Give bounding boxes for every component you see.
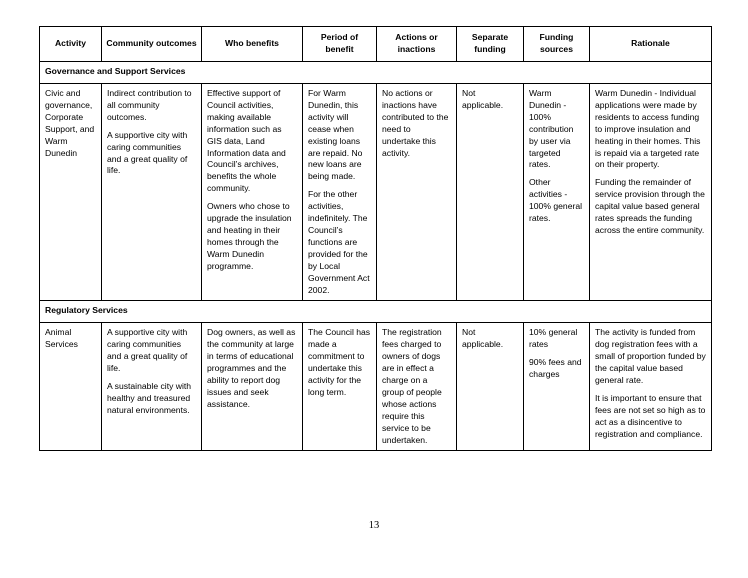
cell-funding-sources (524, 323, 590, 451)
header-funding-sources: Funding sources (524, 27, 590, 62)
cell-paragraph: A sustainable city with healthy and treasured natural environments. (107, 381, 192, 415)
cell-funding-sources (524, 84, 590, 301)
cell-paragraph: The activity is funded from dog registration fees with a small of proportion funded by the capital value based general rate. (595, 327, 706, 386)
header-community-outcomes: Community outcomes (102, 27, 202, 62)
cell-community-outcomes (102, 323, 202, 451)
cell-who-benefits (202, 323, 303, 451)
header-rationale: Rationale (590, 27, 712, 62)
cell-activity (40, 84, 102, 301)
section-title: Regulatory Services (40, 301, 712, 323)
header-period-of-benefit: Period of benefit (303, 27, 377, 62)
page-number: 13 (368, 520, 380, 531)
header-actions-or-inactions: Actions or inactions (377, 27, 457, 62)
cell-paragraph: The registration fees charged to owners of dogs are in effect a charge on a group of people whose actions require this service to be undertaken. (382, 327, 442, 445)
section-title: Governance and Support Services (40, 62, 712, 84)
cell-paragraph: 90% fees and charges (529, 357, 582, 380)
cell-separate-funding (457, 84, 524, 301)
header-activity: Activity (40, 27, 102, 62)
cell-rationale (590, 84, 712, 301)
cell-actions-or-inactions (377, 84, 457, 301)
cell-paragraph: Not applicable. (462, 327, 504, 350)
cell-period-of-benefit (303, 84, 377, 301)
cell-paragraph: Funding the remainder of service provision through the capital value based general rates spreads the funding across the entire community. (595, 177, 705, 235)
funding-policy-table (39, 26, 712, 451)
cell-paragraph: A supportive city with caring communities and a great quality of life. (107, 129, 188, 176)
cell-paragraph: Owners who chose to upgrade the insulation and heating in their homes through the Warm Dunedin programme. (207, 201, 292, 271)
section-header-row (40, 62, 712, 84)
header-separate-funding: Separate funding (457, 27, 524, 62)
cell-paragraph: A supportive city with caring communities and a great quality of life. (107, 327, 188, 374)
cell-paragraph: Indirect contribution to all community outcomes. (107, 88, 192, 122)
cell-separate-funding (457, 323, 524, 451)
cell-rationale (590, 323, 712, 451)
cell-paragraph: It is important to ensure that fees are not set so high as to act as a disincentive to registration and compliance. (595, 392, 706, 439)
cell-paragraph: For the other activities, indefinitely. The Council’s functions are provided for the by Local Government Act 2002. (308, 189, 370, 295)
table-row (40, 84, 712, 301)
cell-paragraph: Not applicable. (462, 88, 504, 110)
cell-activity (40, 323, 102, 451)
table-body (40, 62, 712, 451)
cell-period-of-benefit (303, 323, 377, 451)
cell-community-outcomes (102, 84, 202, 301)
cell-paragraph: Warm Dunedin - Individual applications were made by residents to access funding to improve insulation and heating in their homes. This is repaid via a targeted rate on their property. (595, 88, 701, 170)
header-who-benefits: Who benefits (202, 27, 303, 62)
cell-who-benefits (202, 84, 303, 301)
cell-paragraph: 10% general rates (529, 327, 578, 350)
cell-paragraph: No actions or inactions have contributed to the need to undertake this activity. (382, 88, 449, 158)
cell-paragraph: Dog owners, as well as the community at large in terms of educational programmes and the ability to report dog issues and seek assistance. (207, 327, 296, 409)
cell-paragraph: Other activities - 100% general rates. (529, 177, 583, 224)
table-row (40, 323, 712, 451)
cell-paragraph: Civic and governance, Corporate Support, and Warm Dunedin (45, 88, 95, 158)
cell-paragraph: Warm Dunedin - 100% contribution by user via targeted rates. (529, 88, 574, 170)
cell-paragraph: Effective support of Council activities, making available information such as GIS data, Land Information data and Council’s archives, benefits the whole community. (207, 88, 286, 194)
cell-paragraph: The Council has made a commitment to undertake this activity for the long term. (308, 327, 371, 397)
cell-paragraph: Animal Services (45, 327, 78, 350)
cell-paragraph: For Warm Dunedin, this activity will cease when existing loans are repaid. No new loans are being made. (308, 88, 363, 182)
header-row (40, 27, 712, 62)
section-header-row (40, 301, 712, 323)
cell-actions-or-inactions (377, 323, 457, 451)
